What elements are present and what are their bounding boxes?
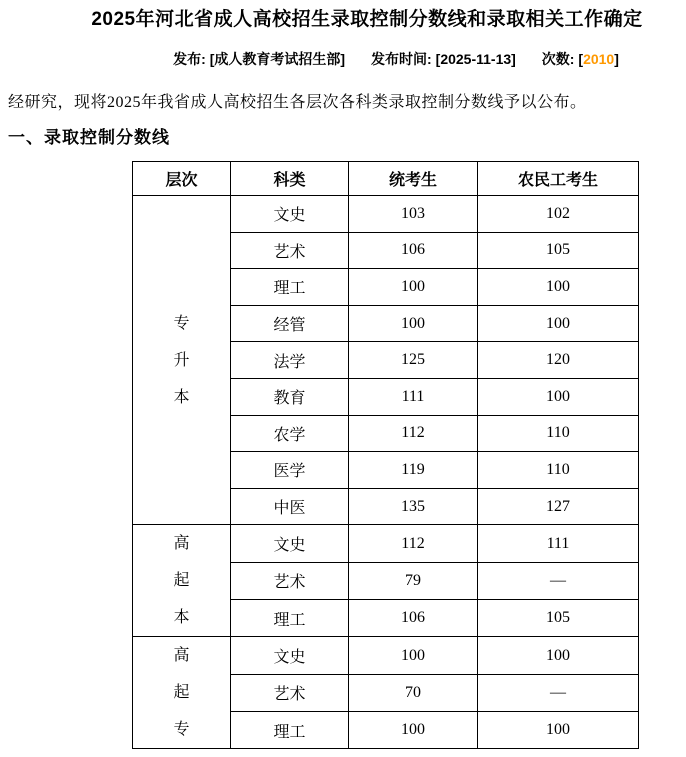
score-cell: 127 [478,488,639,525]
score-cell: 110 [478,452,639,489]
score-cell: 100 [349,712,478,749]
score-cell: 112 [349,415,478,452]
table-row [133,525,639,562]
category-cell: 文史 [231,196,349,233]
publisher-value: [成人教育考试招生部] [209,51,346,67]
count-bracket-open: [ [578,51,584,67]
category-cell: 理工 [231,269,349,306]
score-cell: 103 [349,196,478,233]
category-cell: 经管 [231,305,349,342]
meta-publisher [173,51,345,68]
count-value: 2010 [583,51,615,67]
score-cell: 100 [349,305,478,342]
level-char: 本 [173,609,190,627]
count-bracket-close: ] [614,51,619,67]
table-row [133,196,639,233]
meta-count [542,51,619,68]
category-cell: 中医 [231,488,349,525]
score-cell: 111 [349,378,478,415]
category-cell: 艺术 [231,674,349,711]
score-cell: 120 [478,342,639,379]
score-cell: — [478,562,639,599]
score-cell: 110 [478,415,639,452]
header-unified-examinee: 统考生 [349,162,478,196]
score-cell: 79 [349,562,478,599]
score-cell: 100 [478,712,639,749]
score-cell: 100 [478,269,639,306]
score-cell: 100 [478,637,639,674]
publish-time-value: [2025-11-13] [435,51,516,67]
category-cell: 文史 [231,525,349,562]
score-cell: 106 [349,232,478,269]
level-char: 高 [173,535,190,553]
header-migrant-worker-examinee: 农民工考生 [478,162,639,196]
score-cell: 135 [349,488,478,525]
level-cell [133,196,231,525]
level-char: 起 [173,684,190,702]
score-cell: 100 [349,269,478,306]
document-header [48,8,686,32]
table-row [133,637,639,674]
category-cell: 艺术 [231,562,349,599]
category-cell: 文史 [231,637,349,674]
section-heading: 一、录取控制分数线 [8,128,170,147]
score-cell: 105 [478,600,639,637]
meta-line [106,51,686,68]
score-cell: 100 [478,378,639,415]
page-title: 2025年河北省成人高校招生录取控制分数线和录取相关工作确定 [91,9,643,30]
header-category: 科类 [231,162,349,196]
category-cell: 教育 [231,378,349,415]
score-cell: 125 [349,342,478,379]
level-char: 专 [173,314,190,332]
score-cell: 70 [349,674,478,711]
score-table-body [133,196,639,749]
level-char: 升 [173,351,190,369]
score-cell: 112 [349,525,478,562]
meta-publish-time [371,51,516,68]
score-table [132,161,639,749]
level-cell [133,525,231,637]
score-cell: 100 [478,305,639,342]
level-cell [133,637,231,749]
score-cell: 106 [349,600,478,637]
score-cell: 100 [349,637,478,674]
category-cell: 理工 [231,712,349,749]
count-label: 次数: [541,51,575,67]
table-header-row [133,162,639,196]
category-cell: 农学 [231,415,349,452]
category-cell: 艺术 [231,232,349,269]
score-cell: — [478,674,639,711]
intro-paragraph: 经研究，现将2025年我省成人高校招生各层次各科类录取控制分数线予以公布。 [8,94,587,111]
score-cell: 111 [478,525,639,562]
level-char: 起 [173,572,190,590]
score-cell: 105 [478,232,639,269]
category-cell: 法学 [231,342,349,379]
level-char: 本 [173,388,190,406]
category-cell: 医学 [231,452,349,489]
publisher-label: 发布: [173,51,206,67]
level-char: 专 [173,721,190,739]
category-cell: 理工 [231,600,349,637]
score-cell: 102 [478,196,639,233]
publish-time-label: 发布时间: [370,51,432,67]
score-cell: 119 [349,452,478,489]
level-char: 高 [173,647,190,665]
header-level: 层次 [133,162,231,196]
